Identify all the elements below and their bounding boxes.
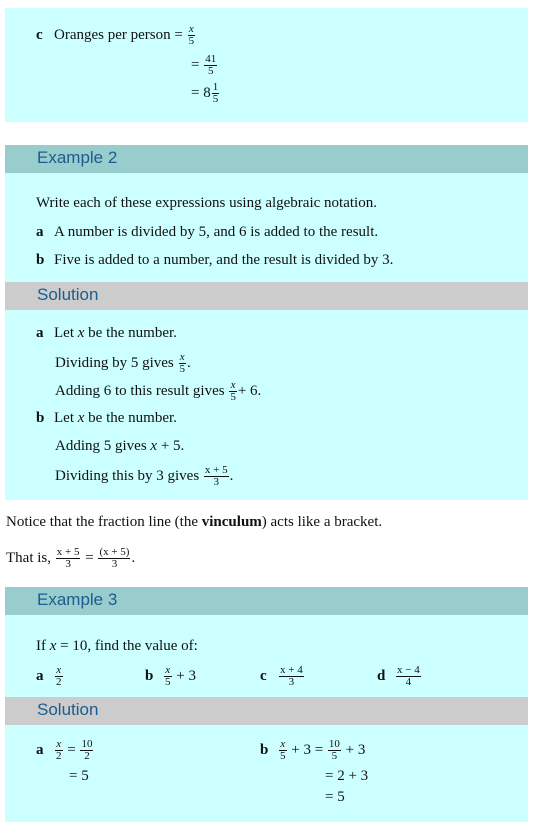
- example3-intro: If x = 10, find the value of:: [36, 638, 198, 654]
- equals: =: [174, 26, 183, 43]
- fraction: $\frac{x}{5}$: [188, 23, 195, 47]
- notice-text: Notice that the fraction line (the vinculum) acts like a bracket.: [6, 514, 383, 530]
- example3-sol-a-line1: a $\frac{x}{2}$ = $\frac{10}{2}$: [36, 738, 93, 762]
- notice-that-is: That is, $\frac{x + 5}{3}$ = $\frac{(x + 5)}{3}$ .: [6, 546, 136, 570]
- example2-header: [5, 145, 528, 173]
- fraction: $\frac{41}{5}$: [205, 53, 217, 77]
- sol-b-add: Adding 5 gives x + 5.: [55, 438, 185, 454]
- example3-sol-b-line2: = 2 + 3: [325, 768, 369, 784]
- example2-part-b: b Five is added to a number, and the result is divided by 3.: [36, 252, 394, 268]
- example3-q-a: a $\frac{x}{2}$: [36, 664, 62, 688]
- example2-title: Example 2: [37, 148, 118, 167]
- part-c-line1: [36, 24, 196, 47]
- part-c-label: c: [36, 26, 43, 43]
- example3-q-c: c $\frac{x + 4}{3}$: [260, 664, 303, 688]
- example3-q-b: b $\frac{x}{5}$ + 3: [145, 664, 196, 688]
- sol-a-let: a Let x be the number.: [36, 325, 177, 341]
- example3-solution-header: [5, 697, 528, 725]
- sol-a-add: Adding 6 to this result gives $\frac{x}{5}$ + 6.: [55, 379, 262, 403]
- example3-sol-a-line2: = 5: [69, 768, 89, 784]
- example3-solution-title: Solution: [37, 700, 99, 719]
- part-c-line2: = $\frac{41}{5}$: [191, 53, 217, 77]
- example3-header: [5, 587, 528, 615]
- example2-part-a: a A number is divided by 5, and 6 is added to the result.: [36, 224, 379, 240]
- sol-b-divide: Dividing this by 3 gives $\frac{x + 5}{3}$ .: [55, 464, 234, 488]
- example3-sol-b-line3: = 5: [325, 789, 345, 805]
- example3-title: Example 3: [37, 590, 118, 609]
- example2-solution-title: Solution: [37, 285, 99, 304]
- example2-intro: Write each of these expressions using algebraic notation.: [36, 195, 377, 211]
- example2-solution-header: [5, 282, 528, 310]
- example3-sol-b-line1: b $\frac{x}{5}$ + 3 = $\frac{10}{5}$ + 3: [260, 738, 366, 762]
- part-c-line3: = 8 $\frac{1}{5}$: [191, 81, 219, 105]
- mixed-number: 8 $\frac{1}{5}$: [203, 81, 219, 105]
- part-c-text: Oranges per person: [54, 26, 171, 43]
- sol-b-let: b Let x be the number.: [36, 410, 177, 426]
- example3-q-d: d $\frac{x - 4}{4}$: [377, 664, 420, 688]
- sol-a-divide: Dividing by 5 gives $\frac{x}{5}$ .: [55, 351, 191, 375]
